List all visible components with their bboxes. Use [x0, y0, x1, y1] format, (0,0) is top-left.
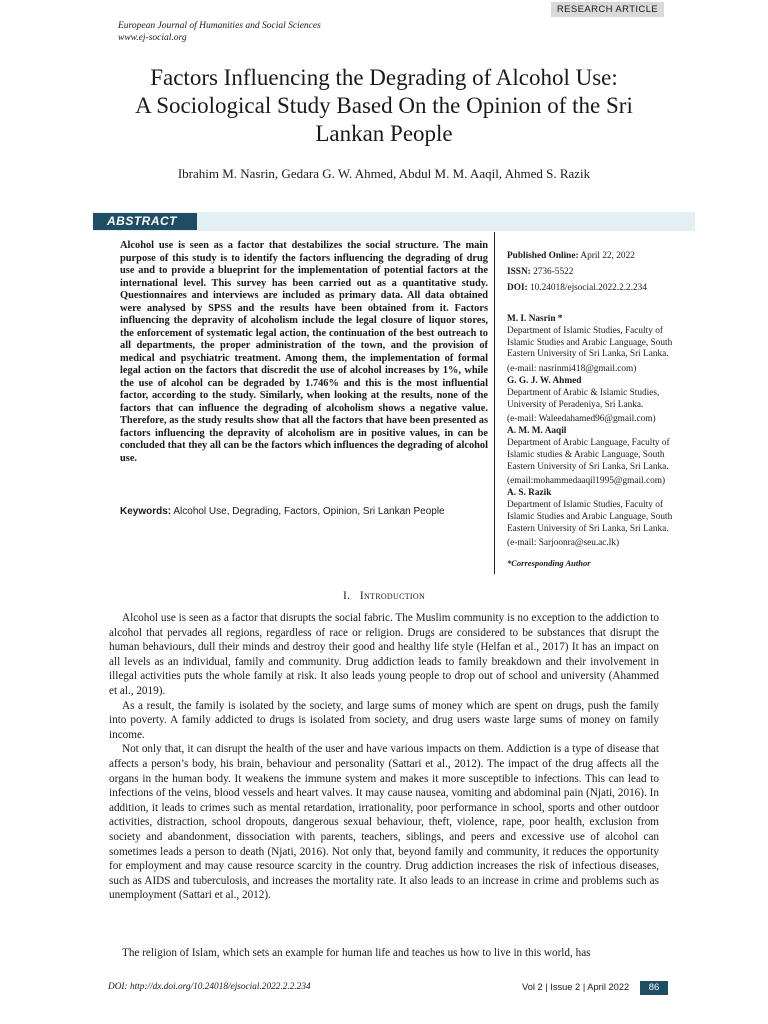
corresponding-author-note: *Corresponding Author — [507, 558, 591, 569]
keywords-value: Alcohol Use, Degrading, Factors, Opinion, Sri Lankan People — [173, 506, 445, 517]
paper-title — [60, 64, 708, 148]
affiliation-entry: A. M. M. Aaqil Department of Arabic Language, Faculty of Islamic studies & Arabic Language, South Eastern University of Sri Lanka, Sri Lanka. (email:mohammedaaqil1995@gmail.com) — [507, 426, 719, 488]
paragraph: The religion of Islam, which sets an example for human life and teaches us how to live in this world, has — [122, 947, 591, 959]
keywords-label: Keywords: — [120, 506, 172, 517]
paragraph: As a result, the family is isolated by the society, and large sums of money which are spent on drugs, push the family into poverty. A family addicted to drugs is isolated from society, and drug users waste large sums of money on family income. — [109, 699, 659, 741]
paragraph: Not only that, it can disrupt the health of the user and have various impacts on them. Addiction is a type of disease that affects a person’s body, his brain, behaviour and personality (Sattari et al., 2012). The impact of the drug affects all the organs in the human body. It weakens the immune system and makes it more susceptible to infections. This can lead to infections of the veins, blood vessels and heart valves. It may cause nausea, vomiting and abdominal pain (Njati, 2016). In addition, it leads to crimes such as mental retardation, irrationality, poor performance in school, sports and other outdoor activities, distraction, school dropouts, dangerous sexual behaviour, theft, violence, rape, poor health, exclusion from society and abandonment, dissociation with parents, teachers, siblings, and peers and excessive use of alcohol can sometimes leads a person to death (Njati, 2016). Not only that, beyond family and community, it reduces the opportunity for employment and may cause resource scarcity in the country. Drug addiction increases the risk of infectious diseases, such as AIDS and tuberculosis, and increases the mortality rate. It also leads to an increase in crime and problems such as unemployment (Sattari et al., 2012). — [109, 743, 659, 902]
journal-url[interactable]: www.ej-social.org — [118, 33, 187, 43]
section-number: I. — [342, 590, 351, 602]
journal-name: European Journal of Humanities and Social Sciences — [118, 21, 321, 31]
section-title: Introduction — [359, 590, 426, 602]
author-email[interactable]: (email:mohammedaaqil1995@gmail.com) — [507, 476, 666, 487]
footer-volume: Vol 2 | Issue 2 | April 2022 — [522, 982, 630, 992]
abstract-text: Alcohol use is seen as a factor that destabilizes the social structure. The main purpose of this study is to identify the factors influencing the degrading of drug use and to provide a blueprint for the implementation of potential factors at the international level. This survey has been carried out as a quantitative study. Questionnaires and interviews are included as primary data. All data obtained were analysed by SPSS and the results have been obtained from it. Factors influencing the depravity of alcoholism include the legal closure of liquor stores, the enforcement of systematic legal action, the continuation of the best outreach to all departments, the proper administration of the town, and the provision of medical and psychiatric treatment. Among them, the implementation of formal legal action on the factors that discredit the use of alcohol increases by 1%, while the use of alcohol can be degraded by 1.746% and this is the most influential factor, according to the study. Similarly, when looking at the results, none of the factors that can influence the degrading of alcoholism shows a negative value. Therefore, as the study results show that all the factors that have been presented as factors influencing the depravity of alcoholism are in positive values, in can be concluded that they all can be the factors which influences the degrading of alcohol use. — [120, 240, 488, 464]
affiliations — [507, 314, 719, 570]
article-type-badge: RESEARCH ARTICLE — [551, 2, 664, 17]
published-online: Published Online: April 22, 2022 — [507, 251, 635, 261]
body-text-continued — [109, 946, 659, 961]
author-name: A. M. M. Aaqil — [507, 426, 567, 437]
keywords — [120, 506, 488, 517]
publication-meta — [507, 251, 719, 294]
doi: DOI: 10.24018/ejsocial.2022.2.2.234 — [507, 282, 647, 293]
footer-doi[interactable]: DOI: http://dx.doi.org/10.24018/ejsocial.2022.2.2.234 — [108, 982, 311, 992]
column-divider — [494, 232, 495, 574]
author-email[interactable]: (e-mail: nasrinmi418@gmail.com) — [507, 364, 637, 375]
paragraph: Alcohol use is seen as a factor that disrupts the social fabric. The Muslim community is no exception to the addiction to alcohol that pervades all regions, regardless of race or religion. Drugs are considered to be substances that disrupt the human behaviours, dull their minds and destroy their good and healthy life style (Helfan et al., 2017) It has an impact on all levels as an individual, family and community. Drug addiction leads to family breakdown and their involvement in illegal activities puts the whole family at risk. It also leads young people to drop out of school and university (Ahammed et al., 2019). — [109, 612, 659, 697]
author-name: A. S. Razik — [507, 488, 552, 499]
affiliation-entry: G. G. J. W. Ahmed Department of Arabic & Islamic Studies, University of Peradeniya, Sri Lanka. (e-mail: Waleedahamed96@gmail.com) — [507, 376, 719, 426]
author-name: G. G. J. W. Ahmed — [507, 375, 582, 386]
author-email[interactable]: (e-mail: Sarjoonra@seu.ac.lk) — [507, 538, 620, 549]
author-name: M. I. Nasrin * — [507, 314, 563, 324]
body-text — [109, 611, 659, 903]
title-line: Lankan People — [315, 121, 453, 146]
page-number: 86 — [640, 981, 668, 995]
affiliation-entry: M. I. Nasrin * Department of Islamic Studies, Faculty of Islamic Studies and Arabic Language, South Eastern University of Sri Lanka, Sri Lanka. (e-mail: nasrinmi418@gmail.com) — [507, 314, 719, 376]
issn: ISSN: 2736-5522 — [507, 266, 574, 277]
abstract-label: ABSTRACT — [93, 213, 197, 230]
title-line: Factors Influencing the Degrading of Alcohol Use: — [150, 65, 618, 90]
section-heading — [60, 590, 708, 602]
author-email[interactable]: (e-mail: Waleedahamed96@gmail.com) — [507, 414, 656, 425]
title-line: A Sociological Study Based On the Opinion of the Sri — [135, 93, 633, 118]
affiliation-entry: A. S. Razik Department of Islamic Studies, Faculty of Islamic Studies and Arabic Language, South Eastern University of Sri Lanka, Sri Lanka. (e-mail: Sarjoonra@seu.ac.lk) — [507, 488, 719, 550]
author-list: Ibrahim M. Nasrin, Gedara G. W. Ahmed, Abdul M. M. Aaqil, Ahmed S. Razik — [177, 166, 591, 181]
